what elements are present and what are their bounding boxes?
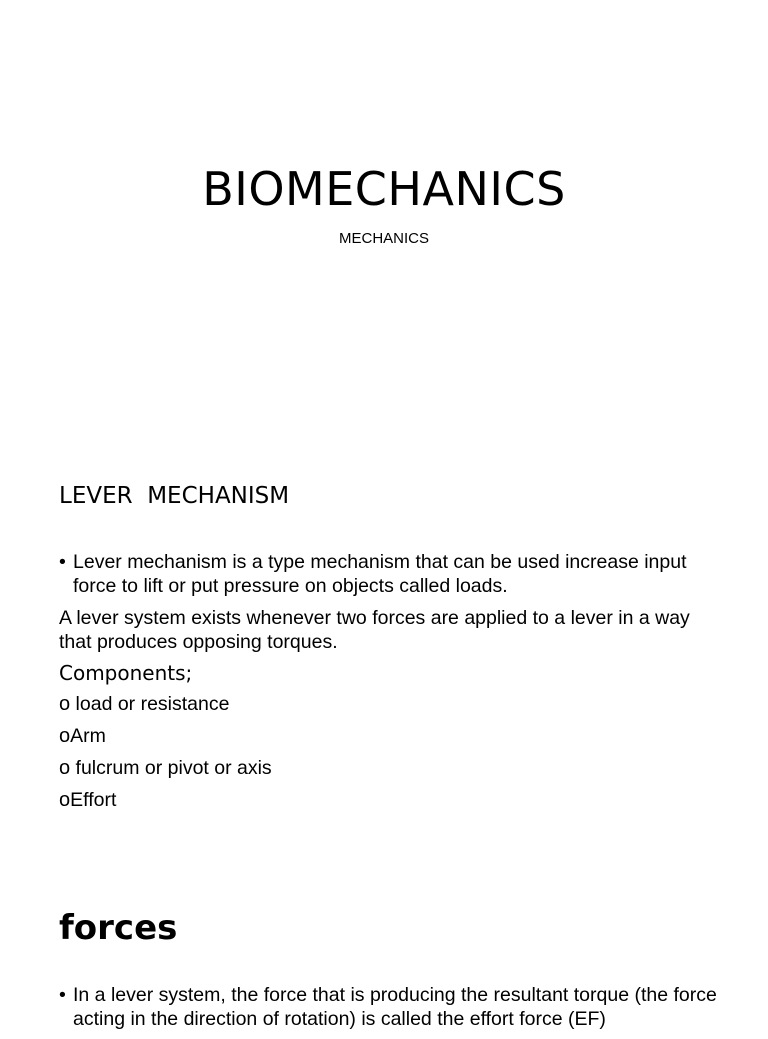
- circle-bullet-icon: o: [59, 725, 71, 747]
- body-paragraph: A lever system exists whenever two forces are applied to a lever in a way that produces opposing torques.: [59, 607, 690, 653]
- bullet-icon: •: [59, 984, 66, 1006]
- list-item: [59, 692, 709, 724]
- lever-mechanism-slide: [0, 430, 768, 870]
- list-item: [59, 788, 709, 820]
- list-item: [59, 756, 709, 788]
- circle-bullet-icon: o: [59, 789, 71, 811]
- slide-heading: LEVER MECHANISM: [59, 483, 290, 509]
- title-slide: [0, 0, 768, 430]
- slide-title: BIOMECHANICS: [202, 162, 566, 216]
- bullet-icon: •: [59, 551, 66, 573]
- bullet-text: In a lever system, the force that is producing the resultant torque (the force acting in the direction of rotation) is called the effort force (EF): [73, 984, 717, 1030]
- list-item-text: Arm: [70, 725, 106, 747]
- circle-bullet-icon: o: [59, 757, 71, 779]
- bullet-text: Lever mechanism is a type mechanism that can be used increase input force to lift or put pressure on objects called loads.: [73, 551, 687, 597]
- slide-body: [59, 550, 709, 820]
- slide-subtitle: MECHANICS: [338, 230, 429, 247]
- list-item-text: fulcrum or pivot or axis: [70, 757, 272, 779]
- forces-slide: [0, 870, 768, 1030]
- list-item-text: Effort: [70, 789, 117, 811]
- bullet-paragraph: [59, 550, 709, 598]
- slide-body: [59, 983, 719, 1039]
- slide-heading: forces: [59, 908, 178, 948]
- list-item-text: load or resistance: [70, 693, 230, 715]
- list-item: [59, 724, 709, 756]
- circle-bullet-icon: o: [59, 693, 71, 715]
- components-label: Components;: [59, 661, 193, 685]
